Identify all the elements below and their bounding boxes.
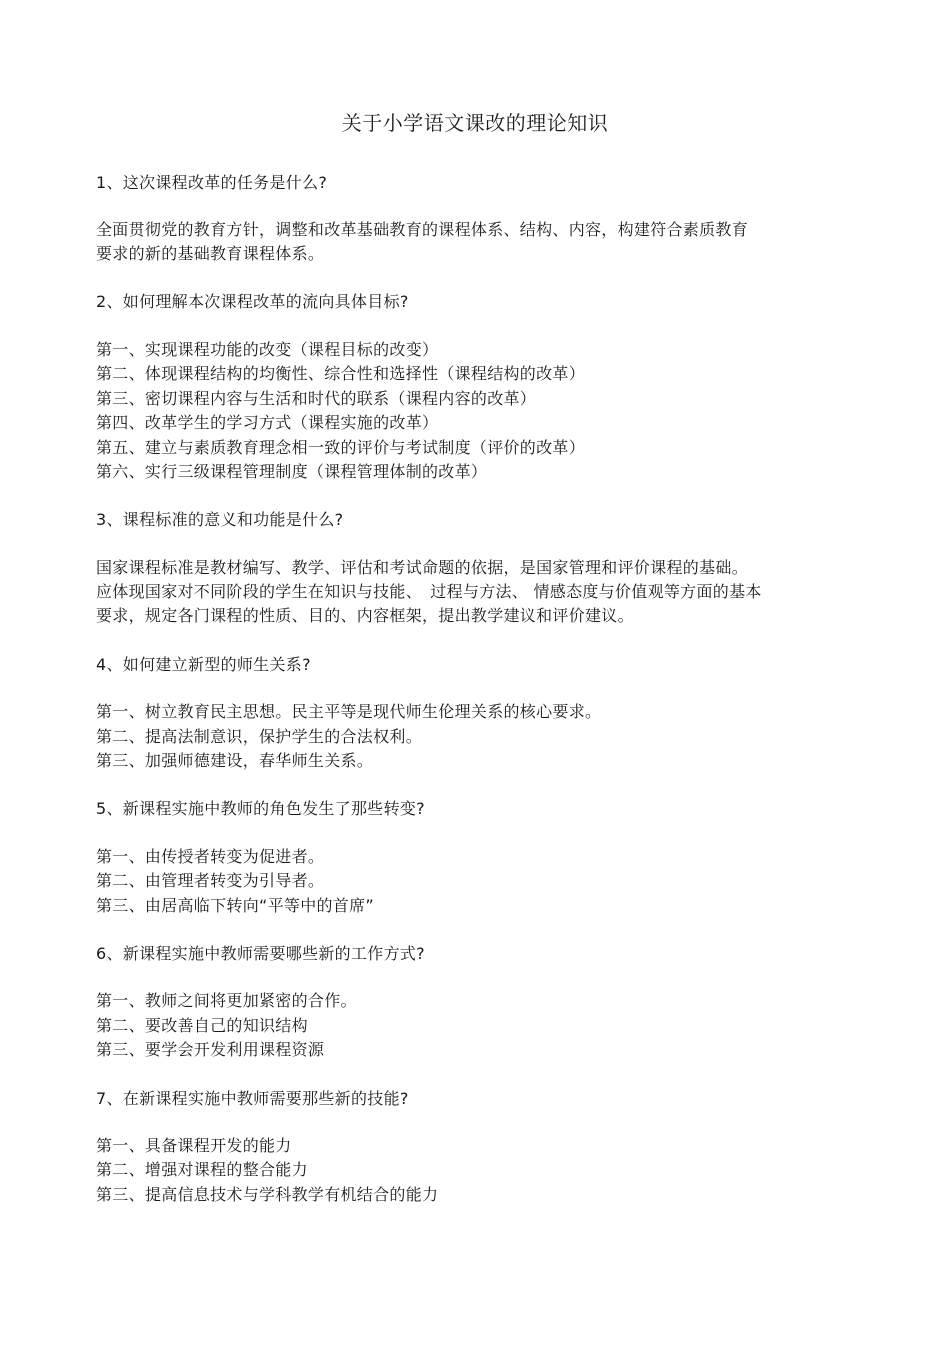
answer-2-line-5: 第五、建立与素质教育理念相一致的评价与考试制度（评价的改革） bbox=[96, 438, 586, 457]
answer-5-line-2: 第二、由管理者转变为引导者。 bbox=[96, 871, 325, 890]
answer-3-line-1: 国家课程标准是教材编写、教学、评估和考试命题的依据，是国家管理和评价课程的基础。 bbox=[96, 558, 749, 577]
answer-2-line-1: 第一、实现课程功能的改变（课程目标的改变） bbox=[96, 340, 439, 359]
answer-4-line-3: 第三、加强师德建设，春华师生关系。 bbox=[96, 751, 374, 770]
question-5: 5、新课程实施中教师的角色发生了那些转变? bbox=[96, 799, 425, 818]
answer-6-line-3: 第三、要学会开发利用课程资源 bbox=[96, 1040, 325, 1059]
answer-6-line-1: 第一、教师之间将更加紧密的合作。 bbox=[96, 991, 357, 1010]
answer-3-line-2: 应体现国家对不同阶段的学生在知识与技能、 过程与方法、 情感态度与价值观等方面的基本 bbox=[96, 582, 762, 601]
answer-3-line-3: 要求，规定各门课程的性质、目的、内容框架，提出教学建议和评价建议。 bbox=[96, 606, 634, 625]
answer-7-line-1: 第一、具备课程开发的能力 bbox=[96, 1136, 292, 1155]
answer-2-line-3: 第三、密切课程内容与生活和时代的联系（课程内容的改革） bbox=[96, 389, 537, 408]
question-6: 6、新课程实施中教师需要哪些新的工作方式? bbox=[96, 944, 425, 963]
answer-2-line-6: 第六、实行三级课程管理制度（课程管理体制的改革） bbox=[96, 462, 488, 481]
answer-6-line-2: 第二、要改善自己的知识结构 bbox=[96, 1016, 308, 1035]
question-1: 1、这次课程改革的任务是什么? bbox=[96, 173, 328, 192]
answer-4-line-1: 第一、树立教育民主思想。民主平等是现代师生伦理关系的核心要求。 bbox=[96, 702, 602, 721]
question-7: 7、在新课程实施中教师需要那些新的技能? bbox=[96, 1089, 409, 1108]
answer-5-line-3: 第三、由居高临下转向“平等中的首席” bbox=[96, 896, 374, 915]
answer-1-line-1: 全面贯彻党的教育方针，调整和改革基础教育的课程体系、结构、内容，构建符合素质教育 bbox=[96, 220, 749, 239]
question-2: 2、如何理解本次课程改革的流向具体目标? bbox=[96, 292, 409, 311]
answer-7-line-3: 第三、提高信息技术与学科教学有机结合的能力 bbox=[96, 1185, 439, 1204]
answer-2-line-4: 第四、改革学生的学习方式（课程实施的改革） bbox=[96, 413, 439, 432]
answer-5-line-1: 第一、由传授者转变为促进者。 bbox=[96, 847, 325, 866]
question-4: 4、如何建立新型的师生关系? bbox=[96, 655, 311, 674]
answer-7-line-2: 第二、增强对课程的整合能力 bbox=[96, 1160, 308, 1179]
document-title: 关于小学语文课改的理论知识 bbox=[341, 111, 609, 135]
answer-1-line-2: 要求的新的基础教育课程体系。 bbox=[96, 244, 325, 263]
question-3: 3、课程标准的意义和功能是什么? bbox=[96, 510, 344, 529]
answer-2-line-2: 第二、体现课程结构的均衡性、综合性和选择性（课程结构的改革） bbox=[96, 364, 586, 383]
answer-4-line-2: 第二、提高法制意识，保护学生的合法权利。 bbox=[96, 727, 423, 746]
